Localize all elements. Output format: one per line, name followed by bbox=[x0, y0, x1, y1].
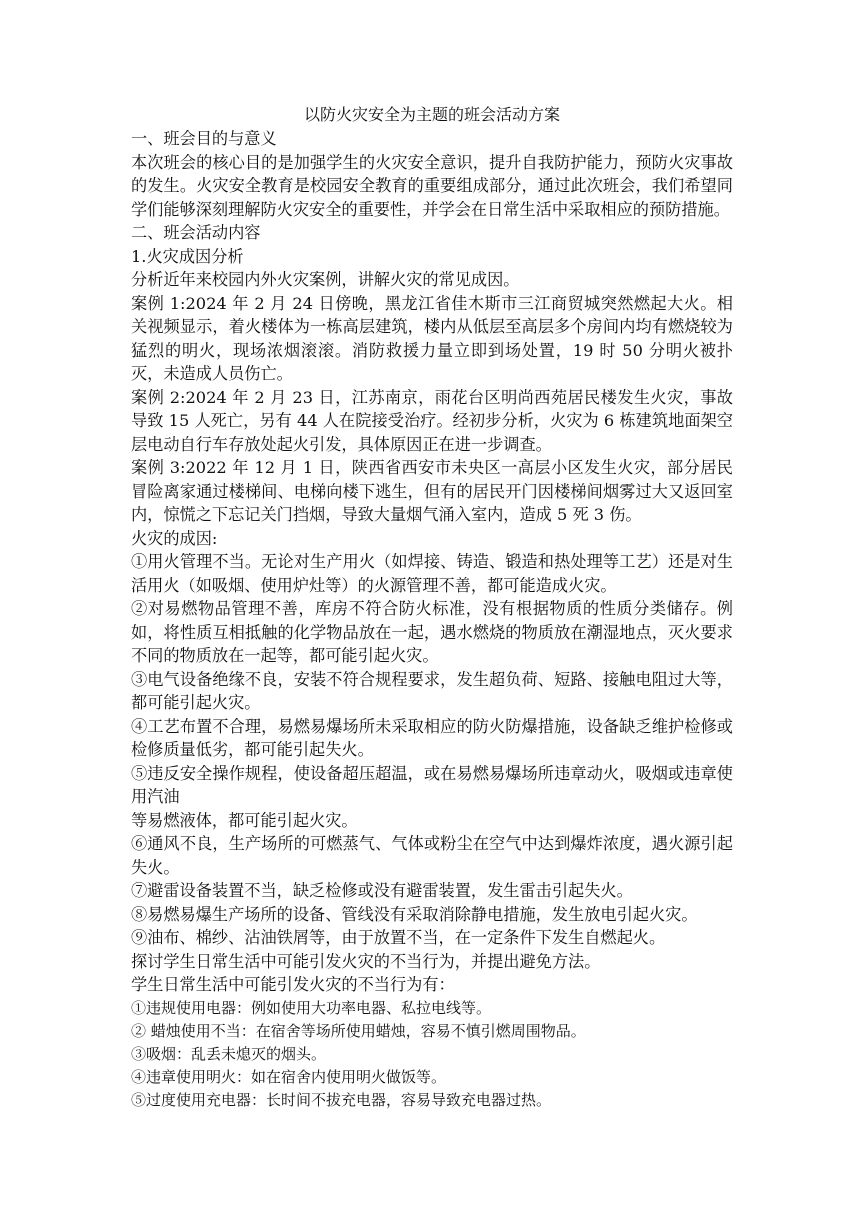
list-item-cause-1: ①用火管理不当。无论对生产用火（如焊接、铸造、锻造和热处理等工艺）还是对生活用火（如吸烟、使用炉灶等）的火源管理不善，都可能造成火灾。 bbox=[131, 552, 733, 595]
list-item-behavior-3: ③吸烟：乱丢未熄灭的烟头。 bbox=[131, 1044, 327, 1063]
list-item-cause-9: ⑨油布、棉纱、沾油铁屑等，由于放置不当，在一定条件下发生自燃起火。 bbox=[131, 928, 666, 947]
list-item-cause-5-continued: 等易燃液体，都可能引起火灾。 bbox=[131, 810, 358, 830]
list-item-behavior-2: ② 蜡烛使用不当：在宿舍等场所使用蜡烛，容易不慎引燃周围物品。 bbox=[131, 1021, 586, 1040]
list-item-cause-7: ⑦避雷设备装置不当，缺乏检修或没有避雷装置，发生雷击引起失火。 bbox=[131, 881, 633, 900]
list-item-cause-3: ③电气设备绝缘不良，安装不符合规程要求，发生超负荷、短路、接触电阻过大等，都可能引起火灾。 bbox=[131, 669, 733, 712]
list-item-behavior-4: ④违章使用明火：如在宿舍内使用明火做饭等。 bbox=[131, 1067, 447, 1086]
paragraph-case-3: 案例 3:2022 年 12 月 1 日，陕西省西安市未央区一高层小区发生火灾，部分居民冒险离家通过楼梯间、电梯向楼下逃生，但有的居民开门因楼梯间烟雾过大又返回室内，惊慌之下忘记关门挡烟，导致大量烟气涌入室内，造成 5 死 3 伤。 bbox=[131, 458, 733, 524]
section-heading-1: 一、班会目的与意义 bbox=[131, 129, 277, 148]
list-item-cause-2: ②对易燃物品管理不善，库房不符合防火标准，没有根据物质的性质分类储存。例如，将性质互相抵触的化学物品放在一起，遇水燃烧的物质放在潮湿地点，灭火要求不同的物质放在一起等，都可能引起火灾。 bbox=[131, 599, 733, 665]
paragraph-case-2: 案例 2:2024 年 2 月 23 日，江苏南京，雨花台区明尚西苑居民楼发生火灾，事故导致 15 人死亡，另有 44 人在院接受治疗。经初步分析，火灾为 6 栋建筑地面架空层电动自行车存放处起火引发，具体原因正在进一步调查。 bbox=[131, 387, 733, 454]
list-item-behavior-1: ①违规使用电器：例如使用大功率电器、私拉电线等。 bbox=[131, 998, 492, 1017]
list-item-behavior-5: ⑤过度使用充电器：长时间不拔充电器，容易导致充电器过热。 bbox=[131, 1090, 552, 1109]
section-heading-2: 二、班会活动内容 bbox=[131, 223, 261, 242]
list-item-cause-6: ⑥通风不良，生产场所的可燃蒸气、气体或粉尘在空气中达到爆炸浓度，遇火源引起失火。 bbox=[131, 834, 733, 877]
document-title: 以防火灾安全为主题的班会活动方案 bbox=[303, 105, 560, 124]
paragraph-discussion: 探讨学生日常生活中可能引发火灾的不当行为，并提出避免方法。 bbox=[131, 951, 601, 971]
paragraph-case-1: 案例 1:2024 年 2 月 24 日傍晚，黑龙江省佳木斯市三江商贸城突然燃起大火。相关视频显示，着火楼体为一栋高层建筑，楼内从低层至高层多个房间内均有燃烧较为猛烈的明火，现场浓烟滚滚。消防救援力量立即到场处置，19 时 50 分明火被扑灭，未造成人员伤亡。 bbox=[131, 293, 733, 383]
subheading-fire-causes: 1.火灾成因分析 bbox=[131, 246, 244, 266]
paragraph-causes-heading: 火灾的成因: bbox=[131, 528, 218, 548]
list-item-cause-8: ⑧易燃易爆生产场所的设备、管线没有采取消除静电措施，发生放电引起火灾。 bbox=[131, 904, 698, 924]
document-page bbox=[131, 103, 733, 1112]
list-item-cause-5: ⑤违反安全操作规程，使设备超压超温，或在易燃易爆场所违章动火，吸烟或违章使用汽油 bbox=[131, 763, 733, 806]
list-item-cause-4: ④工艺布置不合理，易燃易爆场所未采取相应的防火防爆措施，设备缺乏维护检修或检修质量低劣，都可能引起失火。 bbox=[131, 716, 733, 759]
paragraph-purpose: 本次班会的核心目的是加强学生的火灾安全意识，提升自我防护能力，预防火灾事故的发生。火灾安全教育是校园安全教育的重要组成部分，通过此次班会，我们希望同学们能够深刻理解防火灾安全的重要性，并学会在日常生活中采取相应的预防措施。 bbox=[131, 152, 733, 219]
paragraph-behaviors-heading: 学生日常生活中可能引发火灾的不当行为有： bbox=[131, 975, 455, 994]
paragraph-analysis-intro: 分析近年来校园内外火灾案例，讲解火灾的常见成因。 bbox=[131, 270, 520, 289]
